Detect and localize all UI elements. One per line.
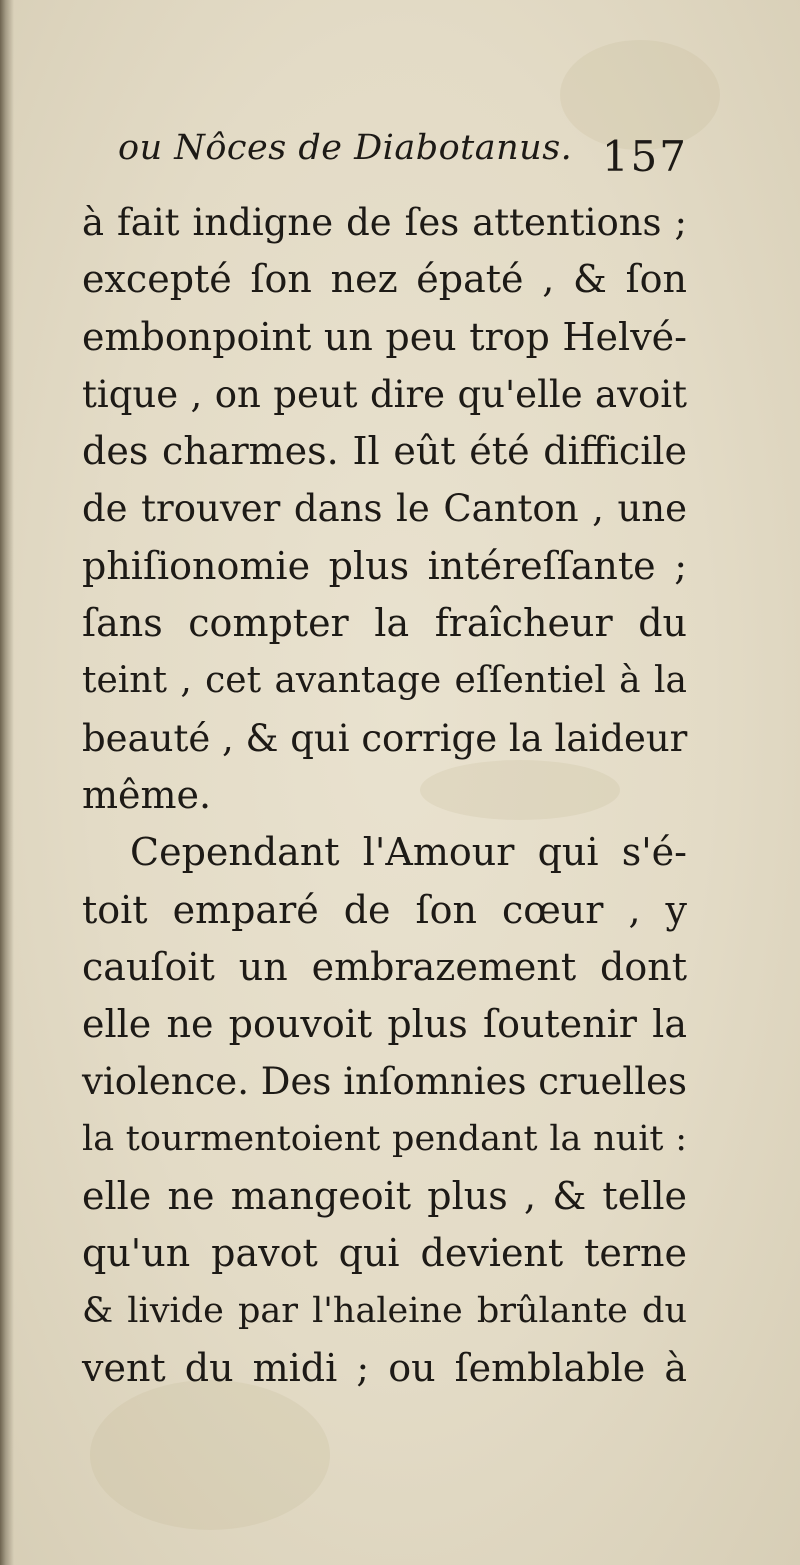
text-line: phiſionomie plus intéreſſante ; (82, 543, 687, 588)
running-title: ou Nôces de Diabotanus. (118, 128, 573, 168)
text-line: toit emparé de ſon cœur , y (82, 887, 687, 932)
text-line: embonpoint un peu trop Helvé- (82, 314, 687, 359)
text-line: des charmes. Il eût été difficile (82, 429, 687, 474)
text-line: excepté ſon nez épaté , & ſon (82, 257, 687, 302)
text-line: tique , on peut dire qu'elle avoit (82, 372, 687, 416)
text-line: elle ne pouvoit plus ſoutenir la (82, 1002, 687, 1047)
page-header (118, 122, 688, 192)
text-line: & livide par l'haleine brûlante du (82, 1290, 687, 1331)
text-line: beauté , & qui corrige la laideur (82, 716, 688, 760)
text-line: violence. Des inſomnies cruelles (82, 1060, 687, 1104)
text-line: à fait indigne de ſes attentions ; (82, 201, 687, 244)
text-line: qu'un pavot qui devient terne (82, 1231, 687, 1276)
text-line: la tourmentoient pendant la nuit : (82, 1118, 687, 1159)
text-line: cauſoit un embrazement dont (82, 944, 687, 989)
body-text (82, 194, 687, 1397)
text-line: teint , cet avantage eſſentiel à la (82, 660, 687, 702)
page-number: 157 (601, 132, 688, 181)
text-line: vent du midi ; ou ſemblable à (82, 1345, 687, 1390)
text-line: ſans compter la fraîcheur du (82, 601, 687, 646)
text-line: même. (82, 772, 212, 817)
text-line: Cependant l'Amour qui s'é- (130, 830, 687, 875)
binding-gutter-shadow (0, 0, 14, 1565)
text-line: elle ne mangeoit plus , & telle (82, 1174, 687, 1219)
paper-stain (90, 1380, 330, 1530)
text-line: de trouver dans le Canton , une (82, 487, 687, 531)
